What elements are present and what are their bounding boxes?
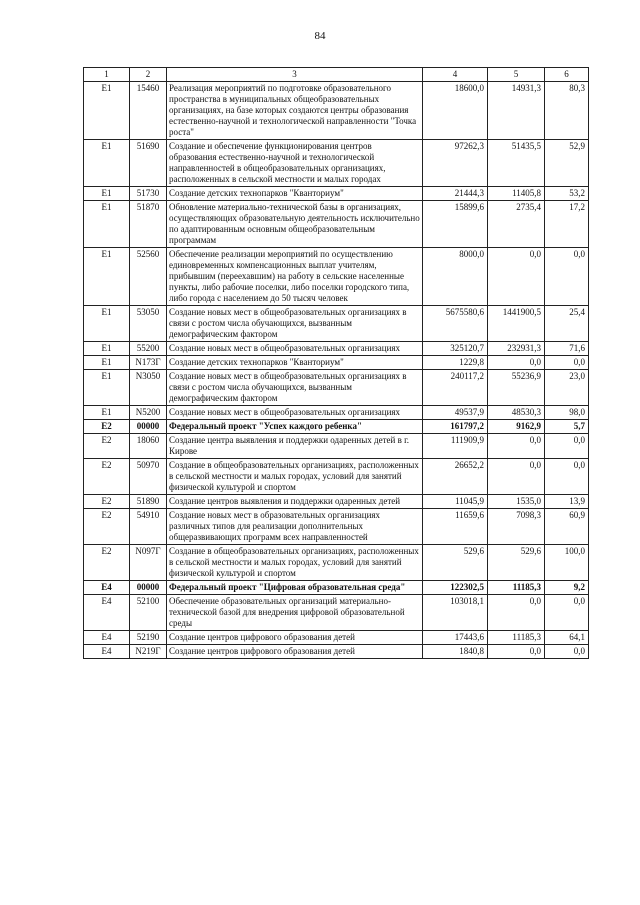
cell-actual: 529,6: [488, 545, 545, 581]
cell-code: 51730: [130, 187, 167, 201]
cell-planned: 529,6: [423, 545, 488, 581]
table-row: [84, 370, 589, 406]
cell-planned: 1229,8: [423, 356, 488, 370]
cell-description: Создание в общеобразовательных организациях, расположенных в сельской местности и малых городах, условий для занятий физической культурой и спортом: [167, 459, 423, 495]
cell-description: Создание центров выявления и поддержки одаренных детей: [167, 495, 423, 509]
cell-planned: 11659,6: [423, 509, 488, 545]
cell-section: E2: [84, 495, 130, 509]
cell-percent: 100,0: [545, 545, 589, 581]
cell-code: 52100: [130, 595, 167, 631]
cell-code: 52560: [130, 248, 167, 306]
table-row: [84, 306, 589, 342]
cell-actual: 14931,3: [488, 82, 545, 140]
cell-description: Создание центров цифрового образования детей: [167, 631, 423, 645]
table-row: [84, 495, 589, 509]
cell-code: 53050: [130, 306, 167, 342]
cell-section: E1: [84, 82, 130, 140]
table-row: [84, 459, 589, 495]
cell-percent: 23,0: [545, 370, 589, 406]
cell-planned: 111909,9: [423, 434, 488, 459]
cell-percent: 53,2: [545, 187, 589, 201]
cell-percent: 71,6: [545, 342, 589, 356]
cell-section: E1: [84, 201, 130, 248]
cell-code: 50970: [130, 459, 167, 495]
cell-section: E1: [84, 248, 130, 306]
table-row: [84, 82, 589, 140]
table-row: [84, 545, 589, 581]
header-col-5: 5: [488, 68, 545, 82]
cell-planned: 325120,7: [423, 342, 488, 356]
budget-table: [83, 67, 589, 659]
header-col-4: 4: [423, 68, 488, 82]
cell-planned: 122302,5: [423, 581, 488, 595]
cell-description: Создание новых мест в общеобразовательных организациях в связи с ростом числа обучающихся, вызванным демографическим фактором: [167, 306, 423, 342]
cell-description: Создание новых мест в общеобразовательных организациях в связи с ростом числа обучающихся, вызванным демографическим фактором: [167, 370, 423, 406]
cell-actual: 232931,3: [488, 342, 545, 356]
cell-section: E2: [84, 459, 130, 495]
cell-code: N3050: [130, 370, 167, 406]
cell-code: N173Г: [130, 356, 167, 370]
page-number: 84: [314, 30, 326, 42]
cell-code: 18060: [130, 434, 167, 459]
table-row: [84, 645, 589, 659]
cell-percent: 25,4: [545, 306, 589, 342]
cell-section: E1: [84, 406, 130, 420]
cell-section: E2: [84, 509, 130, 545]
cell-planned: 5675580,6: [423, 306, 488, 342]
cell-section: E1: [84, 306, 130, 342]
cell-actual: 9162,9: [488, 420, 545, 434]
cell-actual: 0,0: [488, 434, 545, 459]
cell-description: Создание и обеспечение функционирования центров образования естественно-научной и технологической направленностей в общеобразовательных организациях, расположенных в сельской местности и малых городах: [167, 140, 423, 187]
table-row: [84, 201, 589, 248]
cell-planned: 1840,8: [423, 645, 488, 659]
cell-section: E1: [84, 140, 130, 187]
cell-section: E4: [84, 595, 130, 631]
cell-section: E2: [84, 434, 130, 459]
cell-code: 51870: [130, 201, 167, 248]
table-row: [84, 631, 589, 645]
cell-code: N219Г: [130, 645, 167, 659]
cell-code: 15460: [130, 82, 167, 140]
cell-code: 51890: [130, 495, 167, 509]
cell-planned: 17443,6: [423, 631, 488, 645]
table-row: [84, 342, 589, 356]
cell-planned: 240117,2: [423, 370, 488, 406]
table-row: [84, 509, 589, 545]
cell-actual: 0,0: [488, 595, 545, 631]
cell-actual: 11185,3: [488, 581, 545, 595]
cell-percent: 0,0: [545, 248, 589, 306]
cell-percent: 0,0: [545, 356, 589, 370]
cell-code: 54910: [130, 509, 167, 545]
cell-planned: 161797,2: [423, 420, 488, 434]
cell-code: N097Г: [130, 545, 167, 581]
cell-description: Федеральный проект "Успех каждого ребенка": [167, 420, 423, 434]
cell-code: 00000: [130, 581, 167, 595]
cell-planned: 21444,3: [423, 187, 488, 201]
cell-planned: 15899,6: [423, 201, 488, 248]
cell-percent: 0,0: [545, 645, 589, 659]
cell-percent: 13,9: [545, 495, 589, 509]
cell-description: Создание детских технопарков "Кванториум": [167, 356, 423, 370]
cell-percent: 64,1: [545, 631, 589, 645]
cell-actual: 0,0: [488, 459, 545, 495]
table-row: [84, 434, 589, 459]
cell-description: Обеспечение образовательных организаций материально-технической базой для внедрения цифровой образовательной среды: [167, 595, 423, 631]
cell-percent: 0,0: [545, 434, 589, 459]
cell-section: E1: [84, 187, 130, 201]
cell-description: Создание новых мест в общеобразовательных организациях: [167, 342, 423, 356]
cell-section: E4: [84, 645, 130, 659]
cell-percent: 0,0: [545, 595, 589, 631]
table-row: [84, 420, 589, 434]
cell-planned: 11045,9: [423, 495, 488, 509]
cell-actual: 1441900,5: [488, 306, 545, 342]
cell-description: Реализация мероприятий по подготовке образовательного пространства в муниципальных общеобразовательных организациях, на базе которых создаются центры образования естественно-научной и технологической направленности "Точка роста": [167, 82, 423, 140]
cell-percent: 0,0: [545, 459, 589, 495]
cell-percent: 9,2: [545, 581, 589, 595]
cell-actual: 0,0: [488, 356, 545, 370]
cell-planned: 26652,2: [423, 459, 488, 495]
cell-code: N5200: [130, 406, 167, 420]
cell-section: E1: [84, 356, 130, 370]
cell-planned: 18600,0: [423, 82, 488, 140]
cell-planned: 97262,3: [423, 140, 488, 187]
cell-description: Создание новых мест в образовательных организациях различных типов для реализации дополнительных общеразвивающих программ всех направленностей: [167, 509, 423, 545]
cell-description: Создание новых мест в общеобразовательных организациях: [167, 406, 423, 420]
header-col-6: 6: [545, 68, 589, 82]
cell-description: Создание детских технопарков "Кванториум": [167, 187, 423, 201]
cell-actual: 11185,3: [488, 631, 545, 645]
header-col-1: 1: [84, 68, 130, 82]
cell-planned: 103018,1: [423, 595, 488, 631]
cell-code: 52190: [130, 631, 167, 645]
table-header-row: [84, 68, 589, 82]
cell-description: Создание в общеобразовательных организациях, расположенных в сельской местности и малых городах, условий для занятий физической культурой и спортом: [167, 545, 423, 581]
cell-code: 00000: [130, 420, 167, 434]
cell-percent: 5,7: [545, 420, 589, 434]
table-row: [84, 187, 589, 201]
cell-description: Создание центров цифрового образования детей: [167, 645, 423, 659]
cell-code: 51690: [130, 140, 167, 187]
cell-section: E1: [84, 342, 130, 356]
cell-actual: 7098,3: [488, 509, 545, 545]
cell-section: E2: [84, 545, 130, 581]
cell-percent: 17,2: [545, 201, 589, 248]
table-row: [84, 356, 589, 370]
cell-section: E4: [84, 631, 130, 645]
cell-actual: 1535,0: [488, 495, 545, 509]
table-row: [84, 595, 589, 631]
cell-section: E2: [84, 420, 130, 434]
table-row: [84, 581, 589, 595]
cell-percent: 52,9: [545, 140, 589, 187]
cell-code: 55200: [130, 342, 167, 356]
cell-actual: 0,0: [488, 248, 545, 306]
cell-actual: 51435,5: [488, 140, 545, 187]
cell-actual: 55236,9: [488, 370, 545, 406]
header-col-3: 3: [167, 68, 423, 82]
cell-description: Федеральный проект "Цифровая образовательная среда": [167, 581, 423, 595]
table-row: [84, 140, 589, 187]
cell-planned: 49537,9: [423, 406, 488, 420]
cell-actual: 11405,8: [488, 187, 545, 201]
cell-description: Обеспечение реализации мероприятий по осуществлению единовременных компенсационных выплат учителям, прибывшим (переехавшим) на работу в сельские населенные пункты, либо рабочие поселки, либо поселки городского типа, либо города с населением до 50 тысяч человек: [167, 248, 423, 306]
cell-percent: 80,3: [545, 82, 589, 140]
cell-percent: 98,0: [545, 406, 589, 420]
cell-percent: 60,9: [545, 509, 589, 545]
cell-description: Обновление материально-технической базы в организациях, осуществляющих образовательную деятельность исключительно по адаптированным основным общеобразовательным программам: [167, 201, 423, 248]
table-row: [84, 406, 589, 420]
cell-section: E1: [84, 370, 130, 406]
cell-actual: 48530,3: [488, 406, 545, 420]
header-col-2: 2: [130, 68, 167, 82]
cell-description: Создание центра выявления и поддержки одаренных детей в г. Кирове: [167, 434, 423, 459]
table-row: [84, 248, 589, 306]
cell-actual: 2735,4: [488, 201, 545, 248]
cell-actual: 0,0: [488, 645, 545, 659]
cell-section: E4: [84, 581, 130, 595]
cell-planned: 8000,0: [423, 248, 488, 306]
